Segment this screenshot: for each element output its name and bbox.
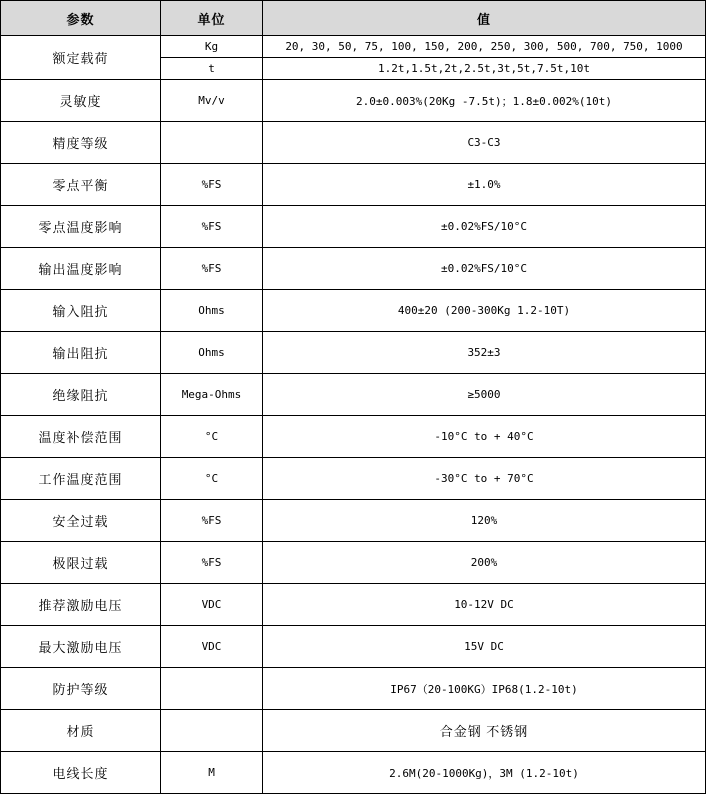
parameter-cell: 工作温度范围 (1, 458, 161, 500)
parameter-cell: 防护等级 (1, 668, 161, 710)
table-row (1, 374, 706, 416)
parameter-cell: 输出阻抗 (1, 332, 161, 374)
unit-cell: °C (161, 416, 263, 458)
table-row (1, 290, 706, 332)
parameter-cell: 温度补偿范围 (1, 416, 161, 458)
value-cell: 352±3 (263, 332, 706, 374)
value-cell: 120% (263, 500, 706, 542)
table-row (1, 36, 706, 58)
value-cell: IP67（20-100KG）IP68(1.2-10t) (263, 668, 706, 710)
value-cell: 20, 30, 50, 75, 100, 150, 200, 250, 300, 500, 700, 750, 1000 (263, 36, 706, 58)
parameter-cell: 零点平衡 (1, 164, 161, 206)
value-cell: 合金钢 不锈钢 (263, 710, 706, 752)
unit-cell (161, 710, 263, 752)
value-cell: 1.2t,1.5t,2t,2.5t,3t,5t,7.5t,10t (263, 58, 706, 80)
table-row (1, 458, 706, 500)
table-row (1, 164, 706, 206)
unit-cell: °C (161, 458, 263, 500)
parameter-cell: 安全过载 (1, 500, 161, 542)
table-row (1, 500, 706, 542)
unit-cell: Ohms (161, 332, 263, 374)
table-row (1, 332, 706, 374)
value-cell: ≥5000 (263, 374, 706, 416)
unit-cell (161, 122, 263, 164)
table-row (1, 752, 706, 794)
unit-cell: t (161, 58, 263, 80)
parameter-cell: 灵敏度 (1, 80, 161, 122)
table-row (1, 542, 706, 584)
parameter-cell: 推荐激励电压 (1, 584, 161, 626)
value-cell: ±0.02%FS/10°C (263, 248, 706, 290)
unit-cell: VDC (161, 584, 263, 626)
table-row (1, 584, 706, 626)
parameter-cell: 额定载荷 (1, 36, 161, 80)
value-cell: 15V DC (263, 626, 706, 668)
value-cell: -30°C to + 70°C (263, 458, 706, 500)
table-row (1, 710, 706, 752)
value-cell: 2.0±0.003%(20Kg -7.5t)；1.8±0.002%(10t) (263, 80, 706, 122)
table-row (1, 206, 706, 248)
table-body (1, 36, 706, 794)
value-cell: 200% (263, 542, 706, 584)
table-row (1, 248, 706, 290)
value-cell: -10°C to + 40°C (263, 416, 706, 458)
parameter-cell: 输入阻抗 (1, 290, 161, 332)
parameter-cell: 电线长度 (1, 752, 161, 794)
unit-cell: M (161, 752, 263, 794)
unit-cell: Kg (161, 36, 263, 58)
parameter-cell: 最大激励电压 (1, 626, 161, 668)
unit-cell: VDC (161, 626, 263, 668)
unit-cell: Ohms (161, 290, 263, 332)
parameter-cell: 绝缘阻抗 (1, 374, 161, 416)
unit-cell: %FS (161, 542, 263, 584)
unit-cell: Mv/v (161, 80, 263, 122)
unit-cell: %FS (161, 206, 263, 248)
value-cell: 2.6M(20-1000Kg)，3M (1.2-10t) (263, 752, 706, 794)
value-cell: 10-12V DC (263, 584, 706, 626)
unit-cell: %FS (161, 500, 263, 542)
parameter-cell: 材质 (1, 710, 161, 752)
table-row (1, 626, 706, 668)
unit-cell: %FS (161, 164, 263, 206)
unit-cell (161, 668, 263, 710)
parameter-cell: 零点温度影响 (1, 206, 161, 248)
table-header (1, 1, 706, 36)
unit-cell: Mega-Ohms (161, 374, 263, 416)
table-row (1, 416, 706, 458)
value-cell: C3-C3 (263, 122, 706, 164)
table-row (1, 668, 706, 710)
column-header-unit: 单位 (161, 1, 263, 36)
parameter-cell: 极限过载 (1, 542, 161, 584)
parameter-cell: 精度等级 (1, 122, 161, 164)
value-cell: ±0.02%FS/10°C (263, 206, 706, 248)
value-cell: 400±20 (200-300Kg 1.2-10T) (263, 290, 706, 332)
table-row (1, 122, 706, 164)
value-cell: ±1.0% (263, 164, 706, 206)
header-row (1, 1, 706, 36)
column-header-value: 值 (263, 1, 706, 36)
parameter-cell: 输出温度影响 (1, 248, 161, 290)
unit-cell: %FS (161, 248, 263, 290)
column-header-parameter: 参数 (1, 1, 161, 36)
table-row (1, 80, 706, 122)
